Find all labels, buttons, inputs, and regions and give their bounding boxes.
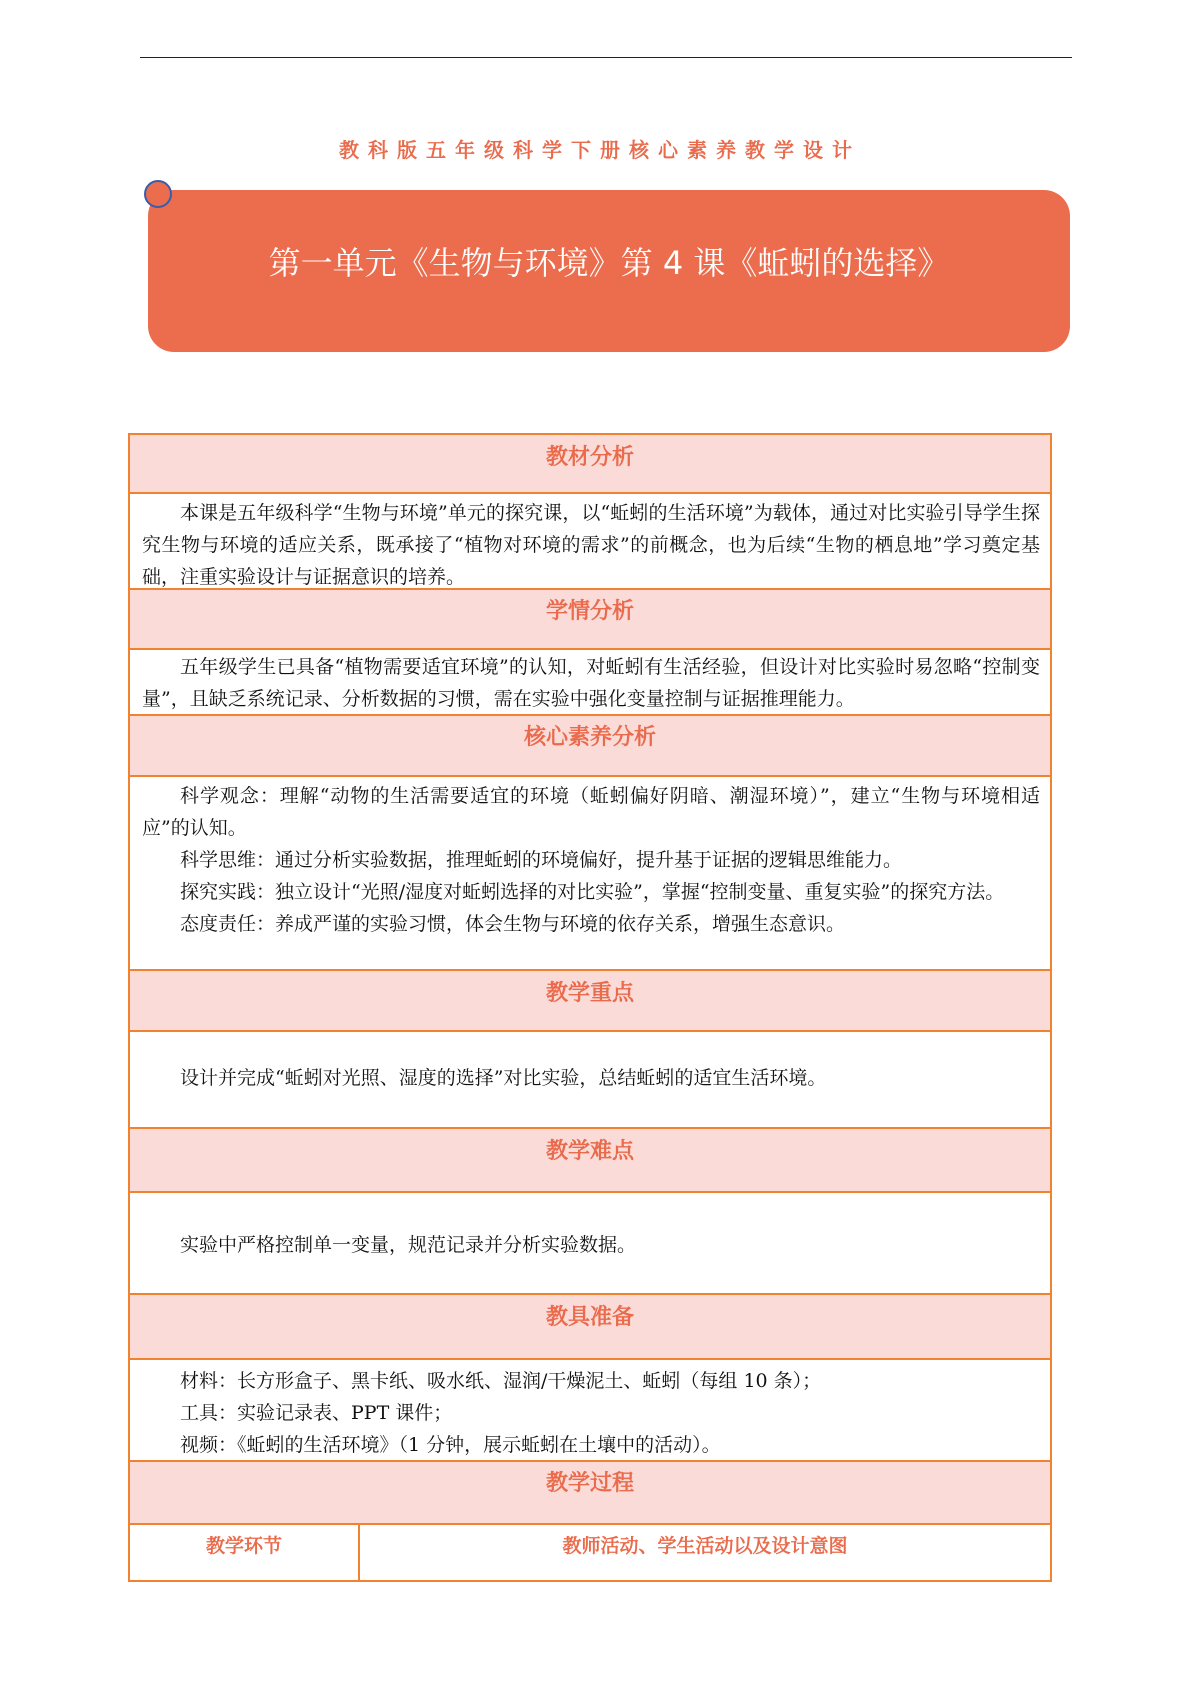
column-header-activity: 教师活动、学生活动以及设计意图 bbox=[562, 1535, 848, 1557]
paragraph: 设计并完成“蚯蚓对光照、湿度的选择”对比实验，总结蚯蚓的适宜生活环境。 bbox=[180, 1067, 827, 1089]
paragraph: 五年级学生已具备“植物需要适宜环境”的认知，对蚯蚓有生活经验，但设计对比实验时易忽略“控制变量”，且缺乏系统记录、分析数据的习惯，需在实验中强化变量控制与证据推理能力。 bbox=[142, 656, 1040, 710]
series-title: 教科版五年级科学下册核心素养教学设计 bbox=[339, 138, 861, 162]
banner-dot-icon bbox=[144, 180, 172, 208]
section-heading-textbook: 教材分析 bbox=[130, 435, 1050, 494]
section-body-materials bbox=[130, 1360, 1050, 1462]
paragraph: 科学思维：通过分析实验数据，推理蚯蚓的环境偏好，提升基于证据的逻辑思维能力。 bbox=[180, 849, 903, 871]
paragraph: 本课是五年级科学“生物与环境”单元的探究课，以“蚯蚓的生活环境”为载体，通过对比实验引导学生探究生物与环境的适应关系，既承接了“植物对环境的需求”的前概念，也为后续“生物的栖息地”学习奠定基础，注重实验设计与证据意识的培养。 bbox=[142, 502, 1040, 588]
lesson-title: 第一单元《生物与环境》第 4 课《蚯蚓的选择》 bbox=[268, 244, 950, 282]
process-column-headers bbox=[130, 1525, 1050, 1580]
lesson-title-banner bbox=[148, 190, 1070, 352]
section-heading-difficulty: 教学难点 bbox=[130, 1129, 1050, 1193]
section-heading-process: 教学过程 bbox=[130, 1462, 1050, 1525]
section-heading-key-point: 教学重点 bbox=[130, 971, 1050, 1032]
paragraph: 工具：实验记录表、PPT 课件； bbox=[180, 1402, 453, 1424]
paragraph: 科学观念：理解“动物的生活需要适宜的环境（蚯蚓偏好阴暗、潮湿环境）”，建立“生物与环境相适应”的认知。 bbox=[142, 785, 1040, 839]
lesson-plan-table bbox=[128, 433, 1052, 1582]
column-header-stage: 教学环节 bbox=[130, 1525, 360, 1580]
paragraph: 材料：长方形盒子、黑卡纸、吸水纸、湿润/干燥泥土、蚯蚓（每组 10 条）； bbox=[180, 1370, 822, 1392]
section-body-core bbox=[130, 777, 1050, 971]
paragraph: 实验中严格控制单一变量，规范记录并分析实验数据。 bbox=[180, 1234, 637, 1256]
section-body-difficulty bbox=[130, 1193, 1050, 1295]
section-body-key-point bbox=[130, 1032, 1050, 1129]
paragraph: 态度责任：养成严谨的实验习惯，体会生物与环境的依存关系，增强生态意识。 bbox=[180, 913, 846, 935]
paragraph: 探究实践：独立设计“光照/湿度对蚯蚓选择的对比实验”，掌握“控制变量、重复实验”的探究方法。 bbox=[180, 881, 1005, 903]
top-rule bbox=[140, 57, 1072, 58]
section-body-textbook bbox=[130, 494, 1050, 590]
section-heading-materials: 教具准备 bbox=[130, 1295, 1050, 1360]
section-heading-students: 学情分析 bbox=[130, 590, 1050, 650]
paragraph: 视频：《蚯蚓的生活环境》（1 分钟，展示蚯蚓在土壤中的活动）。 bbox=[180, 1434, 721, 1456]
section-heading-core: 核心素养分析 bbox=[130, 716, 1050, 777]
section-body-students bbox=[130, 650, 1050, 716]
